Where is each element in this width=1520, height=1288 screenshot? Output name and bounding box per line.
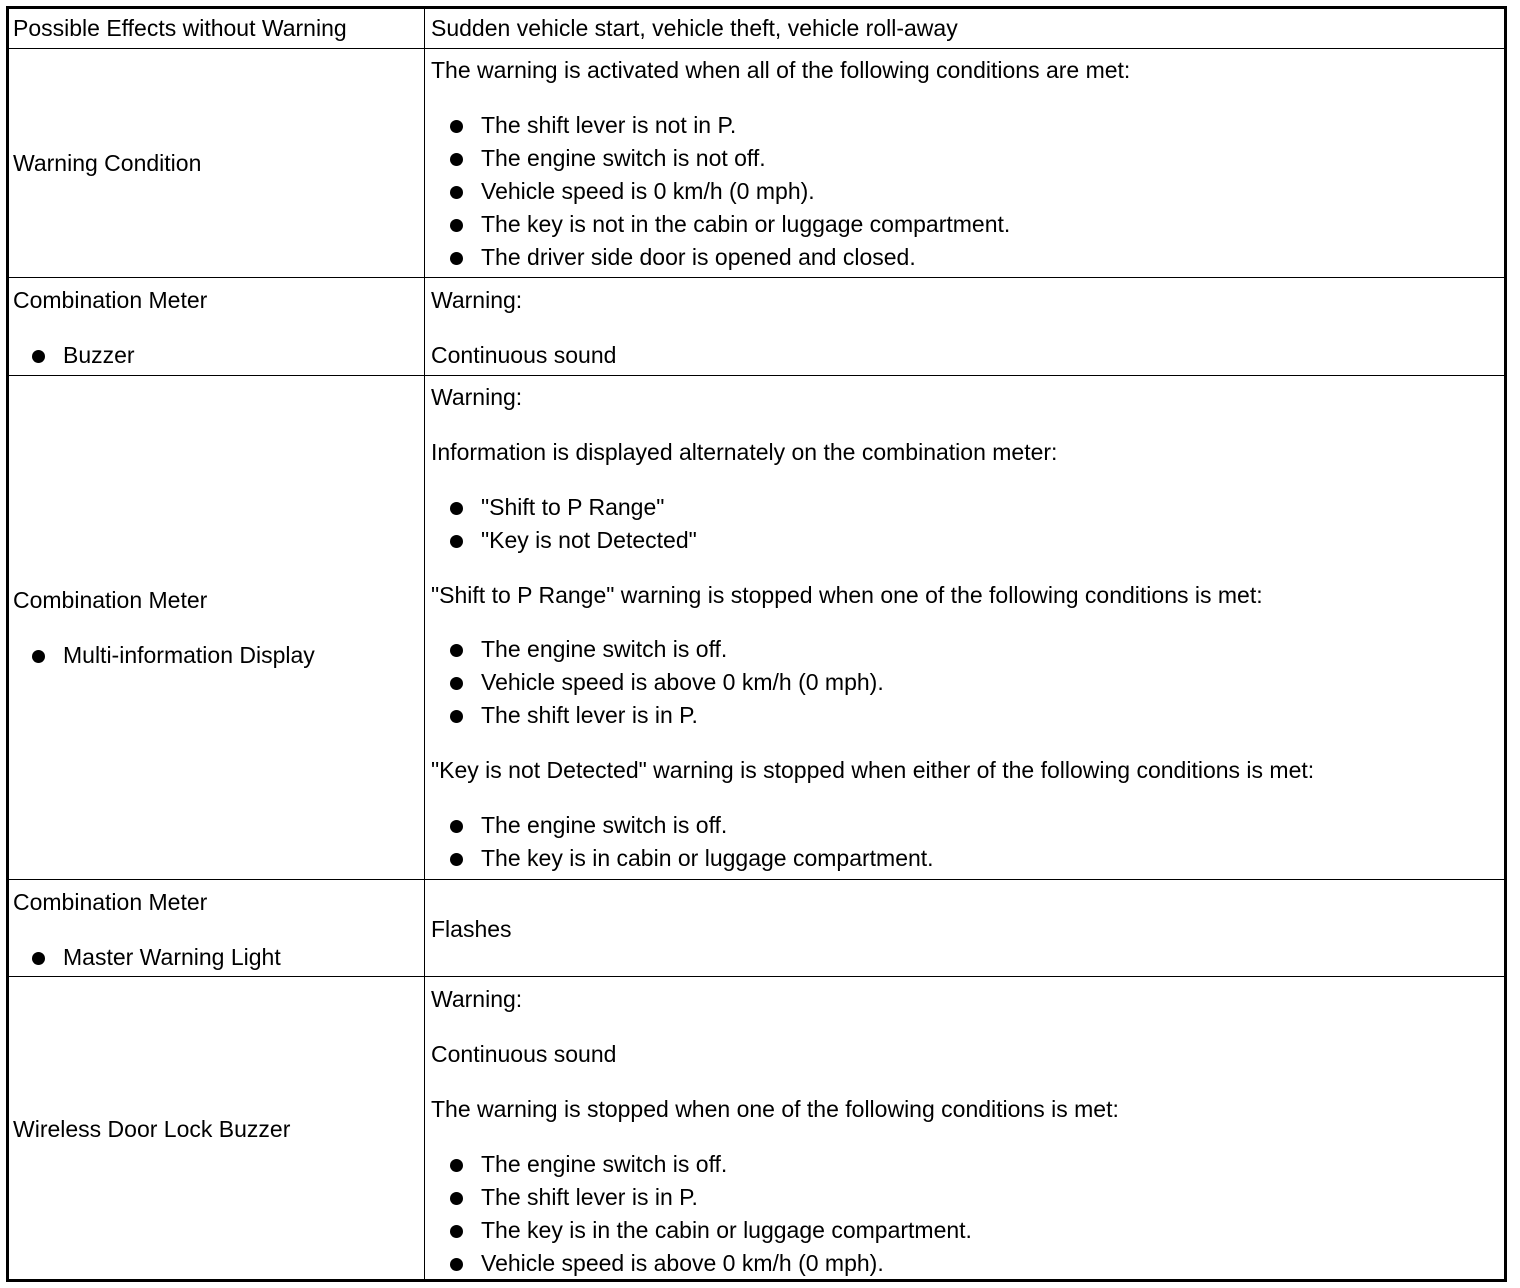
row-content-text: Continuous sound — [431, 1041, 617, 1067]
bullet-dot — [450, 219, 463, 232]
bullet-dot — [32, 952, 45, 965]
bullet-dot — [450, 186, 463, 199]
row-content-text: Continuous sound — [431, 342, 617, 368]
row-label: Combination Meter — [13, 587, 208, 613]
row-content-text: Information is displayed alternately on the combination meter: — [431, 439, 1058, 465]
bullet-dot — [450, 502, 463, 515]
table-row-buzzer — [9, 277, 1504, 375]
row-label-bullet: Multi-information Display — [63, 642, 315, 668]
row-content-text: Flashes — [431, 916, 512, 942]
bullet-dot — [450, 853, 463, 866]
bullet-dot — [32, 650, 45, 663]
row-label-bullet: Master Warning Light — [63, 944, 281, 970]
row-content-text: Warning: — [431, 986, 523, 1012]
bullet-dot — [450, 153, 463, 166]
list-item: Vehicle speed is 0 km/h (0 mph). — [481, 178, 815, 204]
row-content-text: "Key is not Detected" warning is stopped when either of the following conditions is met: — [431, 757, 1315, 783]
bullet-dot — [32, 350, 45, 363]
bullet-dot — [450, 644, 463, 657]
row-label-bullet: Buzzer — [63, 342, 135, 368]
bullet-dot — [450, 710, 463, 723]
row-label: Warning Condition — [13, 150, 202, 176]
bullet-dot — [450, 1192, 463, 1205]
list-item: The engine switch is off. — [481, 812, 728, 838]
list-item: The engine switch is off. — [481, 636, 728, 662]
list-item: The shift lever is in P. — [481, 1184, 698, 1210]
list-item: Vehicle speed is above 0 km/h (0 mph). — [481, 1250, 884, 1276]
bullet-dot — [450, 1159, 463, 1172]
list-item: Vehicle speed is above 0 km/h (0 mph). — [481, 669, 884, 695]
table-row-warning-condition — [9, 48, 1504, 277]
row-label: Wireless Door Lock Buzzer — [13, 1116, 291, 1142]
list-item: The key is not in the cabin or luggage compartment. — [481, 211, 1011, 237]
bullet-dot — [450, 1225, 463, 1238]
table-row-possible-effects — [9, 9, 1504, 48]
row-content-text: Warning: — [431, 384, 523, 410]
bullet-dot — [450, 120, 463, 133]
table-row-master-warning-light — [9, 879, 1504, 976]
table-row-multi-information-display — [9, 375, 1504, 879]
list-item: The key is in the cabin or luggage compartment. — [481, 1217, 972, 1243]
list-item: The engine switch is not off. — [481, 145, 766, 171]
bullet-dot — [450, 677, 463, 690]
list-item: The driver side door is opened and closed. — [481, 244, 916, 270]
row-label: Combination Meter — [13, 889, 208, 915]
bullet-dot — [450, 820, 463, 833]
list-item: "Shift to P Range" — [481, 494, 665, 520]
row-content-intro: The warning is activated when all of the following conditions are met: — [431, 57, 1131, 83]
list-item: The shift lever is not in P. — [481, 112, 737, 138]
table-row-wireless-door-lock-buzzer — [9, 976, 1504, 1279]
row-content-text: "Shift to P Range" warning is stopped when one of the following conditions is met: — [431, 582, 1263, 608]
list-item: The engine switch is off. — [481, 1151, 728, 1177]
list-item: "Key is not Detected" — [481, 527, 697, 553]
bullet-dot — [450, 1258, 463, 1271]
row-content-text: Sudden vehicle start, vehicle theft, vehicle roll-away — [431, 15, 958, 41]
bullet-dot — [450, 252, 463, 265]
list-item: The shift lever is in P. — [481, 702, 698, 728]
row-label: Possible Effects without Warning — [13, 15, 347, 41]
warning-table — [6, 6, 1507, 1282]
row-content-text: The warning is stopped when one of the following conditions is met: — [431, 1096, 1119, 1122]
list-item: The key is in cabin or luggage compartment. — [481, 845, 934, 871]
bullet-dot — [450, 535, 463, 548]
row-label: Combination Meter — [13, 287, 208, 313]
row-content-text: Warning: — [431, 287, 523, 313]
